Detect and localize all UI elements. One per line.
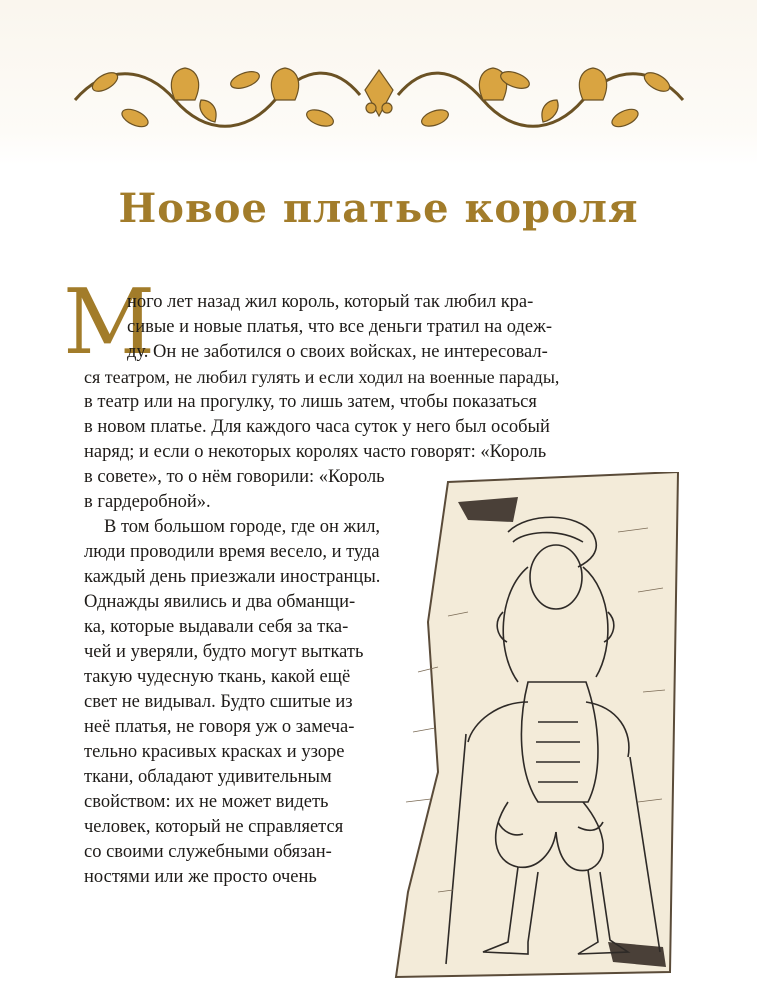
- text-line: ного лет назад жил король, который так любил кра-: [127, 292, 534, 312]
- text-line: со своими служебными обязан-: [84, 842, 332, 862]
- text-line: человек, который не справляется: [84, 817, 344, 837]
- text-line: в новом платье. Для каждого часа суток у него был особый: [84, 417, 550, 437]
- text-line: свет не видывал. Будто сшитые из: [84, 692, 353, 712]
- text-line: сивые и новые платья, что все деньги тратил на одеж-: [127, 317, 553, 337]
- text-line: ткани, обладают удивительным: [84, 767, 332, 787]
- text-line: люди проводили время весело, и туда: [84, 542, 380, 562]
- text-line: в гардеробной».: [84, 492, 211, 512]
- text-line: ду. Он не заботился о своих войсках, не интересовал-: [127, 342, 548, 362]
- page-title: Новое платье короля: [118, 185, 639, 232]
- text-line: такую чудесную ткань, какой ещё: [84, 667, 351, 687]
- text-line: в театр или на прогулку, то лишь затем, чтобы показаться: [84, 392, 537, 412]
- text-line: каждый день приезжали иностранцы.: [84, 567, 381, 587]
- text-line: неё платья, не говоря уж о замеча-: [84, 717, 355, 737]
- text-line: в совете», то о нём говорили: «Король: [84, 467, 385, 487]
- text-line: Однажды явились и два обманщи-: [84, 592, 356, 612]
- text-line: ка, которые выдавали себя за тка-: [84, 617, 349, 637]
- text-line: В том большом городе, где он жил,: [104, 517, 381, 537]
- ornament-band: [0, 0, 757, 165]
- king-illustration-icon: [378, 472, 690, 980]
- text-line: наряд; и если о некоторых королях часто говорят: «Король: [84, 442, 547, 462]
- drop-cap: М: [63, 270, 156, 375]
- text-line: тельно красивых красках и узоре: [84, 742, 345, 762]
- text-line: чей и уверяли, будто могут выткать: [84, 642, 364, 662]
- text-line: ностями или же просто очень: [84, 867, 317, 887]
- text-line: свойством: их не может видеть: [84, 792, 329, 812]
- floral-ornament-icon: [65, 60, 693, 140]
- text-line: ся театром, не любил гулять и если ходил на военные парады,: [84, 367, 560, 387]
